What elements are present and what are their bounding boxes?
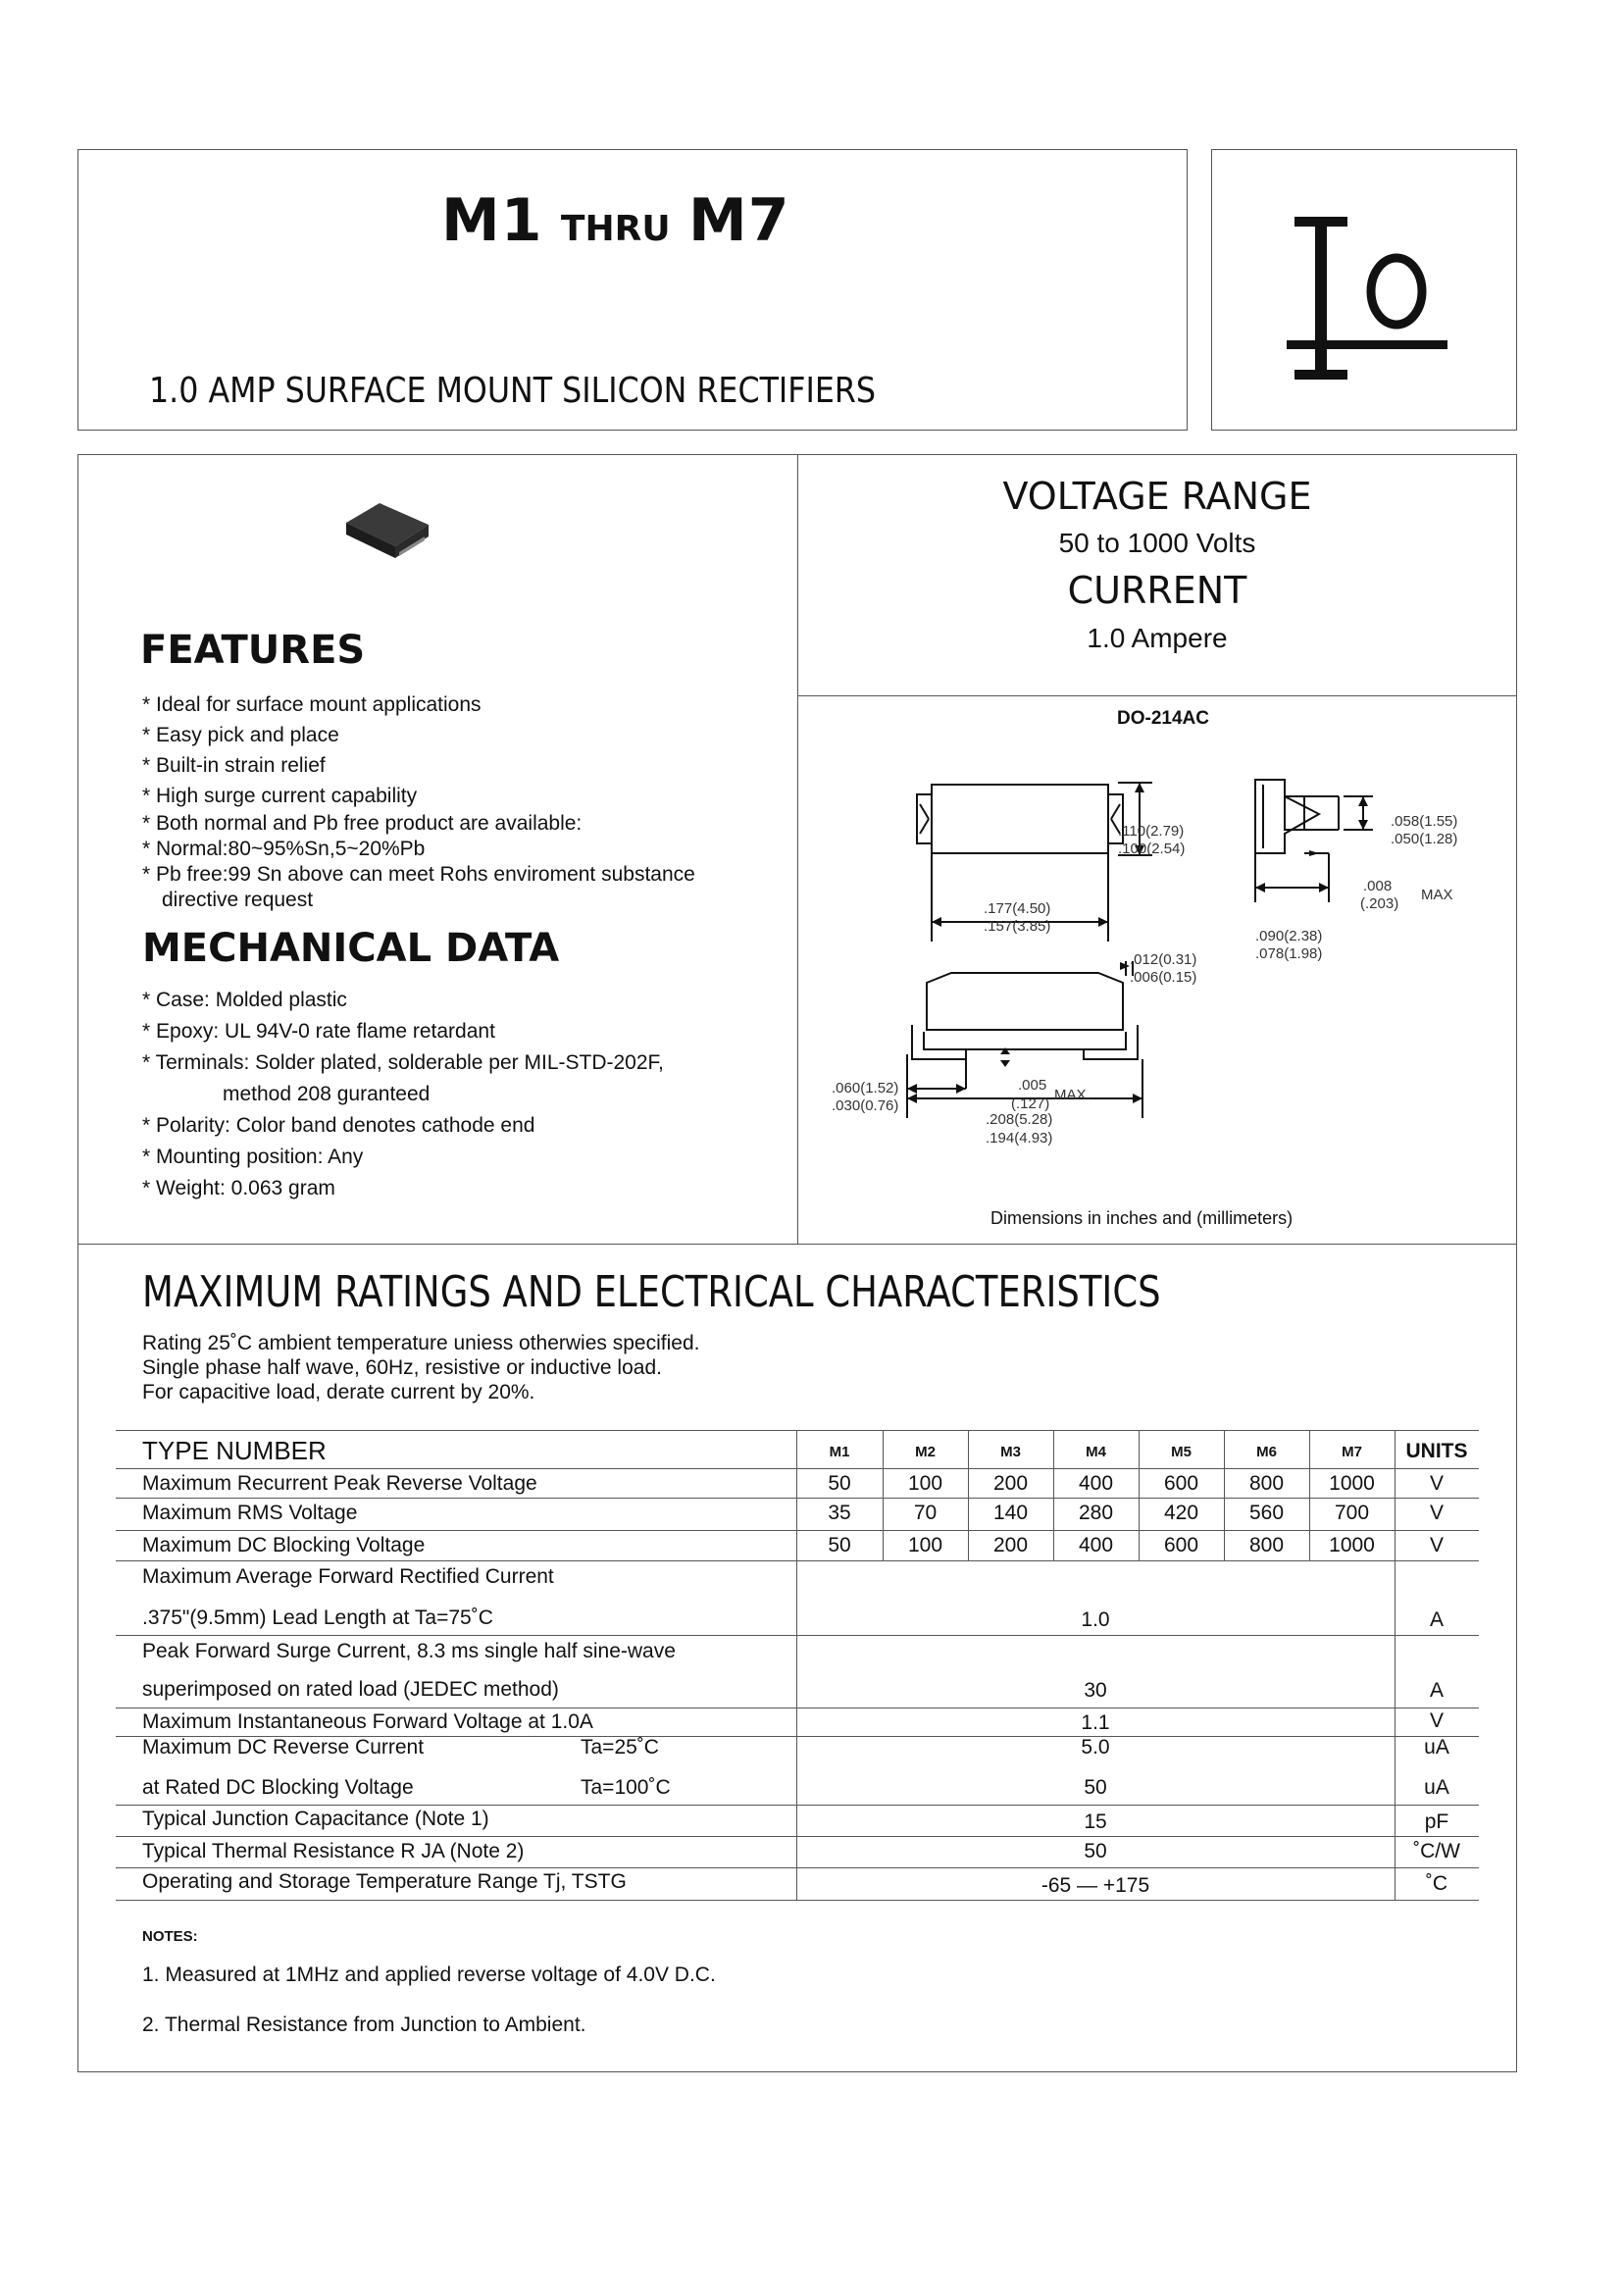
dim-label: .194(4.93): [986, 1130, 1053, 1147]
dim-label: .060(1.52): [832, 1080, 899, 1096]
mechanical-list: [142, 985, 664, 1204]
cj-value: 15: [1084, 1810, 1107, 1833]
dim-label: .008: [1363, 878, 1393, 894]
col-header: M5: [1171, 1444, 1192, 1460]
rating-unit: V: [1429, 1534, 1444, 1556]
rating-cell: 400: [1078, 1472, 1114, 1495]
spec-divider: [797, 695, 1517, 696]
ir-condition: Ta=100˚C: [581, 1776, 671, 1799]
table-rule: [116, 1530, 1479, 1531]
rating-cell: 700: [1334, 1502, 1370, 1524]
feature-item: * Ideal for surface mount applications: [142, 693, 482, 716]
page-title: [441, 186, 789, 255]
feature-item: * Pb free:99 Sn above can meet Rohs enviroment substance: [142, 863, 695, 886]
feature-item: * Normal:80~95%Sn,5~20%Pb: [142, 838, 426, 860]
col-header: M6: [1256, 1444, 1277, 1460]
rating-cell: 280: [1078, 1502, 1114, 1524]
feature-item: * Built-in strain relief: [142, 754, 326, 777]
ir-unit: uA: [1424, 1736, 1449, 1759]
mech-item: * Polarity: Color band denotes cathode end: [142, 1114, 535, 1137]
mech-item: * Weight: 0.063 gram: [142, 1177, 335, 1199]
rating-row-label: Maximum Recurrent Peak Reverse Voltage: [142, 1472, 537, 1495]
feature-item: * Both normal and Pb free product are available:: [142, 812, 583, 835]
ratings-heading: MAXIMUM RATINGS AND ELECTRICAL CHARACTERISTICS: [142, 1267, 1161, 1317]
package-name: DO-214AC: [1117, 708, 1209, 729]
surge-label: superimposed on rated load (JEDEC method): [142, 1678, 559, 1701]
rating-unit: V: [1429, 1472, 1444, 1495]
type-number-header: TYPE NUMBER: [142, 1436, 327, 1465]
part-to: M7: [688, 186, 790, 255]
table-rule: [116, 1468, 1479, 1469]
notes-heading: NOTES:: [142, 1928, 198, 1945]
note-item: 1. Measured at 1MHz and applied reverse voltage of 4.0V D.C.: [142, 1963, 716, 1986]
ir-label: Maximum DC Reverse Current: [142, 1736, 425, 1759]
dim-label: .078(1.98): [1255, 945, 1323, 962]
table-rule: [116, 1836, 1479, 1837]
dim-label: .177(4.50): [984, 900, 1051, 917]
table-rule: [116, 1805, 1479, 1806]
table-rule: [116, 1430, 1479, 1431]
rating-cell: 200: [992, 1534, 1029, 1556]
vf-unit: V: [1429, 1709, 1444, 1732]
units-header: UNITS: [1405, 1440, 1468, 1462]
table-rule: [116, 1635, 1479, 1636]
dim-label: MAX: [1421, 887, 1453, 903]
rating-cell: 600: [1163, 1534, 1199, 1556]
mech-item: * Terminals: Solder plated, solderable per MIL-STD-202F,: [142, 1051, 664, 1074]
rating-cell: 50: [828, 1472, 851, 1495]
col-header: M3: [1000, 1444, 1021, 1460]
rating-cell: 420: [1163, 1502, 1199, 1524]
dim-label: MAX.: [1054, 1087, 1091, 1103]
rating-cell: 1000: [1329, 1534, 1375, 1556]
mech-item: method 208 guranteed: [223, 1083, 431, 1105]
intro-line: For capacitive load, derate current by 20%.: [142, 1381, 535, 1403]
intro-line: Single phase half wave, 60Hz, resistive or inductive load.: [142, 1356, 662, 1379]
voltage-range-heading: VOLTAGE RANGE: [1002, 475, 1312, 518]
feature-item: * Easy pick and place: [142, 724, 339, 746]
cj-unit: pF: [1424, 1810, 1449, 1833]
table-rule: [116, 1867, 1479, 1868]
current-value: 1.0 Ampere: [1087, 623, 1228, 653]
rating-cell: 100: [907, 1472, 943, 1495]
avg-current-label: Maximum Average Forward Rectified Current: [142, 1565, 554, 1588]
mech-item: * Case: Molded plastic: [142, 989, 347, 1011]
temp-label: Operating and Storage Temperature Range Tj, TSTG: [142, 1870, 627, 1893]
dim-label: .090(2.38): [1255, 928, 1323, 944]
ir-unit: uA: [1424, 1776, 1449, 1799]
ir-value: 5.0: [1081, 1736, 1110, 1759]
table-rule: [116, 1900, 1479, 1901]
dim-label: .100(2.54): [1118, 841, 1186, 857]
component-image: [338, 495, 436, 564]
dim-label: .058(1.55): [1391, 813, 1458, 830]
rth-value: 50: [1084, 1840, 1107, 1862]
feature-item: directive request: [162, 889, 314, 911]
rating-row-label: Maximum RMS Voltage: [142, 1502, 358, 1524]
dim-label: .050(1.28): [1391, 831, 1458, 847]
dim-label: .030(0.76): [832, 1097, 899, 1114]
temp-unit: ˚C: [1425, 1872, 1448, 1895]
rating-cell: 100: [907, 1534, 943, 1556]
rating-cell: 140: [992, 1502, 1029, 1524]
part-from: M1: [441, 186, 543, 255]
current-heading: CURRENT: [1067, 569, 1247, 612]
rating-cell: 35: [828, 1502, 851, 1524]
mechanical-heading: MECHANICAL DATA: [142, 926, 560, 971]
ir-label: at Rated DC Blocking Voltage: [142, 1776, 414, 1799]
ir-value: 50: [1084, 1776, 1107, 1799]
col-header: M4: [1086, 1444, 1106, 1460]
dim-label: .012(0.31): [1130, 951, 1197, 968]
dim-label: .006(0.15): [1130, 969, 1197, 986]
ratings-intro: [142, 1331, 699, 1404]
rating-cell: 50: [828, 1534, 851, 1556]
rating-cell: 1000: [1329, 1472, 1375, 1495]
avg-current-label: .375"(9.5mm) Lead Length at Ta=75˚C: [142, 1606, 493, 1629]
mech-item: * Mounting position: Any: [142, 1146, 364, 1168]
cj-label: Typical Junction Capacitance (Note 1): [142, 1808, 489, 1830]
rating-unit: V: [1429, 1502, 1444, 1524]
features-heading: FEATURES: [140, 628, 366, 673]
dimensions-caption: Dimensions in inches and (millimeters): [990, 1208, 1294, 1228]
col-header: M1: [829, 1444, 850, 1460]
rating-cell: 200: [992, 1472, 1029, 1495]
ir-condition: Ta=25˚C: [581, 1736, 659, 1759]
surge-label: Peak Forward Surge Current, 8.3 ms single half sine-wave: [142, 1640, 676, 1662]
avg-current-value: 1.0: [1081, 1608, 1110, 1631]
table-rule: [116, 1498, 1479, 1499]
features-list: [142, 689, 695, 913]
dim-label: (.203): [1360, 895, 1399, 912]
rating-cell: 800: [1248, 1534, 1285, 1556]
product-subtitle: 1.0 AMP SURFACE MOUNT SILICON RECTIFIERS: [149, 371, 876, 411]
vf-value: 1.1: [1081, 1711, 1110, 1734]
rth-unit: ˚C/W: [1413, 1840, 1460, 1862]
avg-current-unit: A: [1429, 1608, 1444, 1631]
surge-unit: A: [1429, 1679, 1444, 1702]
voltage-range-value: 50 to 1000 Volts: [1058, 528, 1256, 558]
surge-value: 30: [1084, 1679, 1107, 1702]
rating-row-label: Maximum DC Blocking Voltage: [142, 1534, 426, 1556]
rating-cell: 600: [1163, 1472, 1199, 1495]
col-header: M7: [1342, 1444, 1362, 1460]
intro-line: Rating 25˚C ambient temperature uniess otherwies specified.: [142, 1332, 700, 1354]
dim-label: .005: [1018, 1077, 1047, 1094]
rating-cell: 800: [1248, 1472, 1285, 1495]
dim-label: (.127): [1011, 1096, 1050, 1112]
dim-label: .110(2.79): [1118, 823, 1185, 840]
rating-cell: 400: [1078, 1534, 1114, 1556]
note-item: 2. Thermal Resistance from Junction to Ambient.: [142, 2014, 586, 2036]
vf-label: Maximum Instantaneous Forward Voltage at 1.0A: [142, 1710, 593, 1733]
table-rule: [116, 1560, 1479, 1561]
rating-cell: 560: [1248, 1502, 1285, 1524]
col-header: M2: [915, 1444, 936, 1460]
dim-label: .208(5.28): [986, 1111, 1053, 1128]
dim-label: .157(3.85): [984, 918, 1051, 935]
company-logo: [1275, 211, 1451, 387]
feature-item: * High surge current capability: [142, 785, 418, 807]
rth-label: Typical Thermal Resistance R JA (Note 2): [142, 1840, 525, 1862]
temp-value: -65 — +175: [1040, 1874, 1150, 1897]
thru-label: THRU: [560, 209, 671, 249]
rating-cell: 70: [913, 1502, 938, 1524]
mech-item: * Epoxy: UL 94V-0 rate flame retardant: [142, 1020, 495, 1043]
